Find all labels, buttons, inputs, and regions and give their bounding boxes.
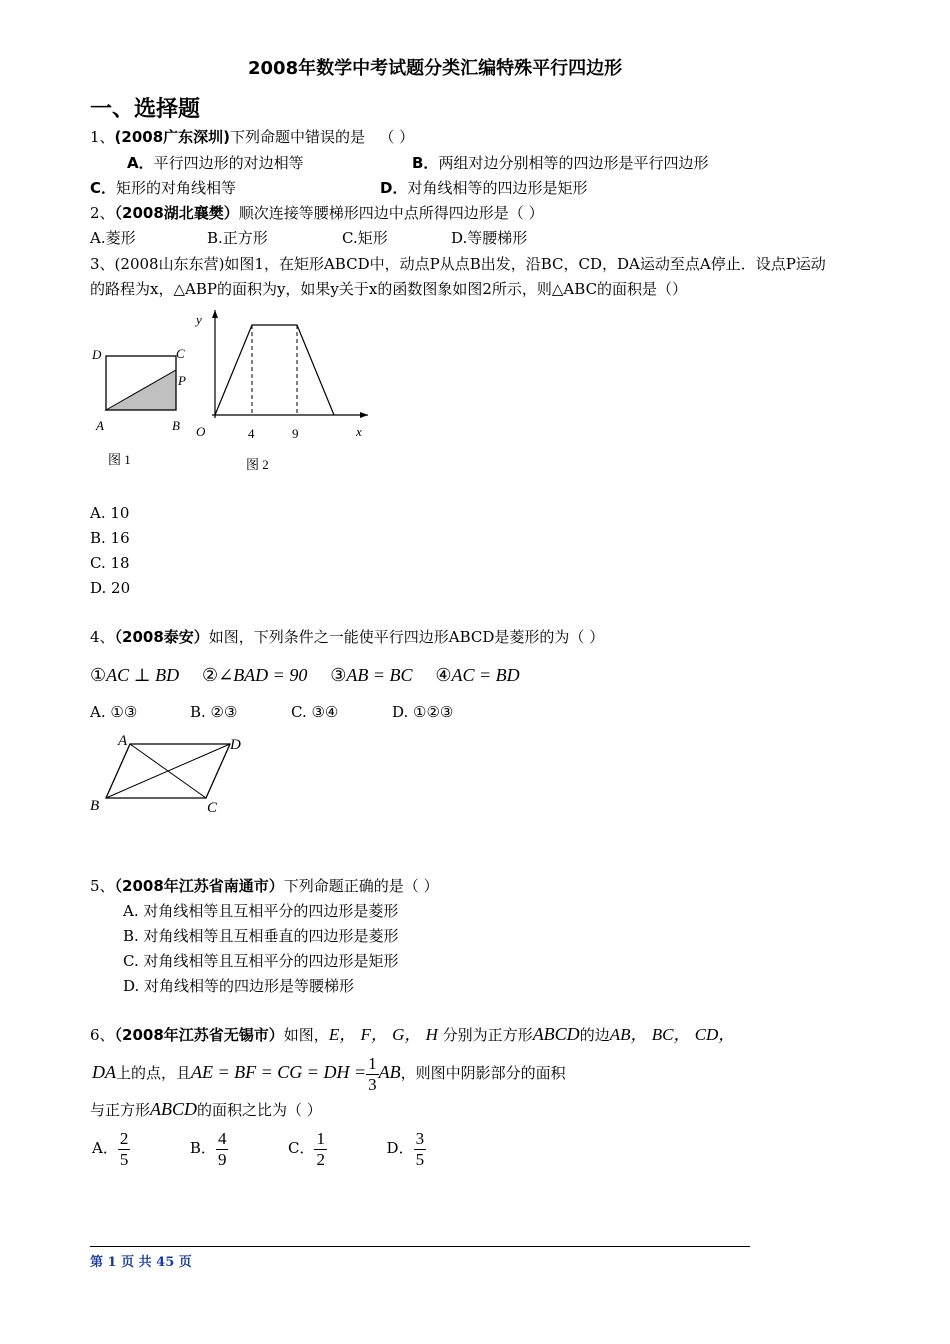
q1-number: 1、	[90, 128, 115, 146]
label-p: P	[178, 373, 186, 388]
q5-option-c: C. 对角线相等且互相平分的四边形是矩形	[123, 952, 399, 970]
question-1	[90, 127, 414, 147]
page-title: 2008年数学中考试题分类汇编特殊平行四边形	[248, 58, 623, 79]
q1-option-d: D．对角线相等的四边形是矩形	[380, 179, 588, 197]
label-x: x	[356, 424, 362, 439]
q4-conditions: ①AC ⊥ BD ②∠BAD = 90 ③AB = BC ④AC = BD	[90, 665, 520, 686]
q2-option-b: B.正方形	[207, 229, 268, 247]
q6-line3: 与正方形ABCD的面积之比为（ ）	[90, 1099, 322, 1119]
condition-3: AB = BC	[346, 665, 413, 685]
q5-option-b: B. 对角线相等且互相垂直的四边形是菱形	[123, 927, 399, 945]
label-c: C	[176, 346, 185, 361]
question-2: 2、（2008湖北襄樊）顺次连接等腰梯形四边中点所得四边形是（ ）	[90, 204, 544, 222]
q3-line1: 3、(2008山东东营)如图1，在矩形ABCD中，动点P从点B出发，沿BC，CD，DA运动至点A停止．设点P运动	[90, 255, 826, 273]
q3-option-b: B. 16	[90, 529, 130, 547]
q4-option-b: B. ②③	[190, 703, 238, 721]
q2-source: （2008湖北襄樊）	[114, 204, 239, 222]
question-4: 4、（2008泰安）如图，下列条件之一能使平行四边形ABCD是菱形的为（ ）	[90, 628, 605, 646]
q3-option-c: C. 18	[90, 554, 130, 572]
q6-option-b: B． $\frac{4}{9}$	[189, 1128, 227, 1169]
q1-blank: （ ）	[379, 128, 415, 146]
q4-source: （2008泰安）	[114, 628, 209, 646]
q4-option-c: C. ③④	[291, 703, 339, 721]
section-heading: 一、选择题	[90, 97, 201, 122]
condition-1: AC ⊥ BD	[106, 665, 180, 685]
label-c: C	[207, 800, 218, 816]
question-6: 6、（2008年江苏省无锡市）如图，E， F， G， H 分别为正方形ABCD的边AB， BC， CD，	[90, 1024, 736, 1044]
label-b: B	[172, 418, 180, 433]
label-d: D	[92, 347, 102, 362]
page-number: 第 1 页 共 45 页	[90, 1255, 192, 1270]
tick-9: 9	[292, 426, 299, 441]
shaded-triangle	[106, 370, 176, 410]
q6-source: （2008年江苏省无锡市）	[114, 1026, 284, 1044]
condition-4: AC = BD	[451, 665, 520, 685]
function-graph	[215, 325, 334, 415]
q4-parallelogram-figure	[86, 728, 256, 823]
q1-option-b: B．两组对边分别相等的四边形是平行四边形	[412, 154, 709, 172]
q3-option-a: A. 10	[90, 504, 130, 522]
q5-option-d: D. 对角线相等的四边形是等腰梯形	[123, 977, 355, 995]
q2-option-a: A.菱形	[90, 229, 136, 247]
q3-option-d: D. 20	[90, 579, 131, 597]
q5-option-a: A. 对角线相等且互相平分的四边形是菱形	[123, 902, 399, 920]
tick-4: 4	[248, 426, 255, 441]
diagonal-bd	[106, 744, 230, 798]
q4-option-d: D. ①②③	[392, 703, 454, 721]
q6-option-a: A． $\frac{2}{5}$	[92, 1128, 129, 1169]
label-y: y	[196, 312, 202, 327]
label-b: B	[90, 798, 100, 814]
q6-option-d: D． $\frac{3}{5}$	[386, 1128, 425, 1169]
q1-option-a: A．平行四边形的对边相等	[127, 154, 304, 172]
label-a: A	[96, 418, 104, 433]
q2-option-d: D.等腰梯形	[451, 229, 528, 247]
condition-2: ∠BAD = 90	[218, 665, 308, 685]
q6-options	[92, 1124, 426, 1172]
fraction-one-third: $\frac{1}{3}$	[368, 1053, 377, 1094]
footer-rule	[90, 1246, 750, 1247]
q4-option-a: A. ①③	[90, 703, 138, 721]
fig1-caption: 图 1	[108, 452, 131, 467]
q3-figure-2	[190, 300, 380, 480]
q5-source: （2008年江苏省南通市）	[114, 877, 284, 895]
q1-stem: 下列命题中错误的是	[230, 128, 366, 146]
q3-figure-1	[88, 340, 198, 470]
fig2-caption: 图 2	[246, 457, 269, 472]
q1-source: (2008广东深圳)	[114, 128, 231, 146]
q2-option-c: C.矩形	[342, 229, 388, 247]
q6-line2: DA上的点，且AE = BF = CG = DH = $\frac{1}{3}$ AB，则图中阴影部分的面积	[92, 1053, 566, 1094]
q6-option-c: C． $\frac{1}{2}$	[288, 1128, 325, 1169]
label-a: A	[118, 733, 128, 749]
question-5: 5、（2008年江苏省南通市）下列命题正确的是（ ）	[90, 877, 439, 895]
q1-option-c: C．矩形的对角线相等	[90, 179, 237, 197]
label-o: O	[196, 424, 206, 439]
q3-line2: 的路程为x，△ABP的面积为y，如果y关于x的函数图象如图2所示，则△ABC的面积是（）	[90, 280, 688, 298]
label-d: D	[230, 737, 241, 753]
